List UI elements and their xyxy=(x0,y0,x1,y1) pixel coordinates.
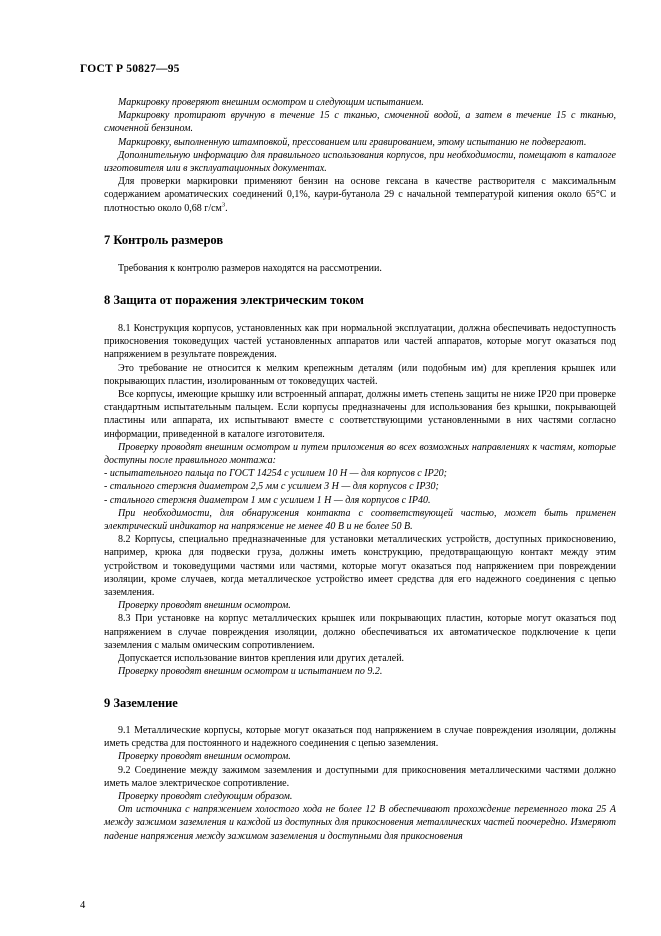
page-number: 4 xyxy=(80,900,86,911)
paragraph: Для проверки маркировки применяют бензин на основе гексана в качестве растворителя с максимальным содержанием ароматических соединений 0,1%, каури-бутанола 29 с начальной температурой кипения около 65°С и плотностью около 0,68 $г/см^3$. xyxy=(104,176,616,214)
paragraph: Маркировку протирают вручную в течение 15 с тканью, смоченной водой, а затем в течение 15 с тканью, смоченной бензином. xyxy=(104,110,616,135)
section-8-body xyxy=(104,322,616,678)
paragraph: Требования к контролю размеров находятся на рассмотрении. xyxy=(118,263,382,274)
paragraph: 8.3 При установке на корпус металлических крышек или покрывающих пластин, которые могут оказаться под напряжением в случае повреждения изоляции, должно обеспечиваться их автоматическое подключение к цепи заземления с малым омическим сопротивлением. xyxy=(104,613,616,651)
paragraph: Маркировку проверяют внешним осмотром и следующим испытанием. xyxy=(118,97,424,108)
paragraph: 9.2 Соединение между зажимом заземления и доступными для прикосновения металлическими частями должно иметь малое электрическое сопротивление. xyxy=(104,764,616,789)
section-8-title: 8 Защита от поражения электрическим током xyxy=(104,293,364,307)
section-9-title: 9 Заземление xyxy=(104,696,178,710)
list-item: - стального стержня диаметром 1 мм с усилием 1 Н — для корпусов с IP40. xyxy=(104,494,431,506)
paragraph: Проверку проводят следующим образом. xyxy=(118,791,293,803)
paragraph: 8.1 Конструкция корпусов, установленных как при нормальной эксплуатации, должна обеспечивать недоступность прикосновения токоведущих частей установленных аппаратов или частей аппаратов, которые могут оказаться под напряжением в результате повреждения. xyxy=(104,323,616,361)
paragraph: Проверку проводят внешним осмотром. xyxy=(118,600,291,612)
list-item: - испытательного пальца по ГОСТ 14254 с усилием 10 Н — для корпусов с IP20; xyxy=(104,468,448,480)
list-item: - стального стержня диаметром 2,5 мм с усилием 3 Н — для корпусов с IP30; xyxy=(104,481,439,493)
paragraph: Проверку проводят внешним осмотром. xyxy=(118,751,291,763)
paragraph: Проверку проводят внешним осмотром и испытанием по 9.2. xyxy=(118,666,383,678)
paragraph: Маркировку, выполненную штамповкой, прессованием или гравированием, этому испытанию не подвергают. xyxy=(118,136,587,148)
section-9-body xyxy=(104,724,616,843)
paragraph: Проверку проводят внешним осмотром и путем приложения во всех возможных направлениях к частям, которые доступны после правильного монтажа: xyxy=(104,441,616,467)
section-7-body xyxy=(104,262,616,275)
paragraph: 8.2 Корпусы, специально предназначенные для установки металлических устройств, доступных прикосновению, например, крюка для подвески груза, должны иметь конструкцию, предотвращающую контакт между этим устройством и токоведущими частями или частями, которые могут оказаться под напряжением при повреждении изоляции, кроме случаев, когда металлическое устройство имеет средства для его надежного соединения с цепью заземления. xyxy=(104,534,616,599)
paragraph: Дополнительную информацию для правильного использования корпусов, при необходимости, помещают в каталоге изготовителя или в эксплуатационных документах. xyxy=(104,149,616,175)
marking-block xyxy=(104,96,616,215)
paragraph: От источника с напряжением холостого хода не более 12 В обеспечивают прохождение переменного тока 25 А между зажимом заземления и каждой из доступных для прикосновения металлических частей поочередно. Измеряют падение напряжения между зажимом заземления и доступными для прикосновения xyxy=(104,804,616,842)
paragraph: Это требование не относится к мелким крепежным деталям (или подобным им) для крепления крышек или покрывающих пластин, изолированным от токоведущих частей. xyxy=(104,362,616,387)
paragraph: При необходимости, для обнаружения контакта с соответствующей частью, может быть применен электрический индикатор на напряжение не менее 40 В и не более 50 В. xyxy=(104,507,616,533)
section-7-title: 7 Контроль размеров xyxy=(104,233,224,247)
paragraph: Все корпусы, имеющие крышку или встроенный аппарат, должны иметь степень защиты не ниже IP20 при проверке стандартным испытательным пальцем. Если корпусы предназначены для использования без крышки, покрывающей пластины или аппарата, их испытывают вместе с соответствующими установленными в них частями согласно информации, приведенной в каталоге изготовителя. xyxy=(104,389,616,440)
paragraph: Допускается использование винтов крепления или других деталей. xyxy=(118,653,405,665)
paragraph: 9.1 Металлические корпусы, которые могут оказаться под напряжением в случае повреждения изоляции, должны иметь средства для постоянного и надежного соединения с цепью заземления. xyxy=(104,725,616,750)
document-header: ГОСТ Р 50827—95 xyxy=(80,63,180,75)
